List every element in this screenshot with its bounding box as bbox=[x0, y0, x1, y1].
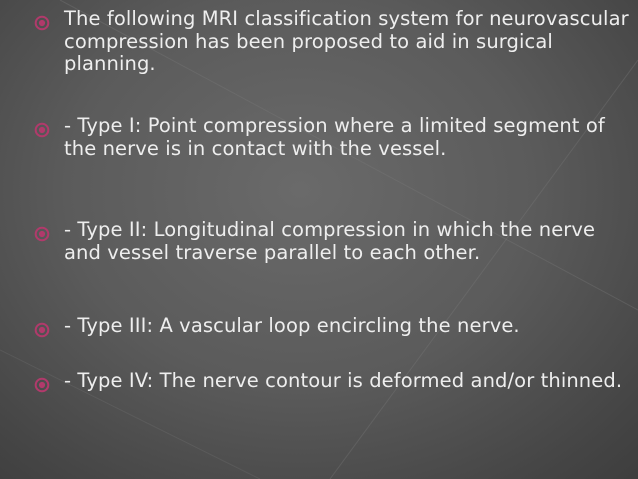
target-circle-icon bbox=[34, 122, 50, 138]
bullet-text: - Type III: A vascular loop encircling the nerve. bbox=[64, 314, 520, 337]
bullet-text: - Type I: Point compression where a limited segment of the nerve is in contact with the vessel. bbox=[64, 114, 605, 160]
target-circle-icon bbox=[34, 226, 50, 242]
bullet-text: - Type IV: The nerve contour is deformed and/or thinned. bbox=[64, 369, 623, 392]
target-circle-icon bbox=[34, 322, 50, 338]
bullet-text: - Type II: Longitudinal compression in which the nerve and vessel traverse parallel to each other. bbox=[64, 218, 596, 264]
bullet-text: The following MRI classification system for neurovascular compression has been proposed to aid in surgical planning. bbox=[64, 7, 629, 75]
target-circle-icon bbox=[34, 377, 50, 393]
target-circle-icon bbox=[34, 15, 50, 31]
